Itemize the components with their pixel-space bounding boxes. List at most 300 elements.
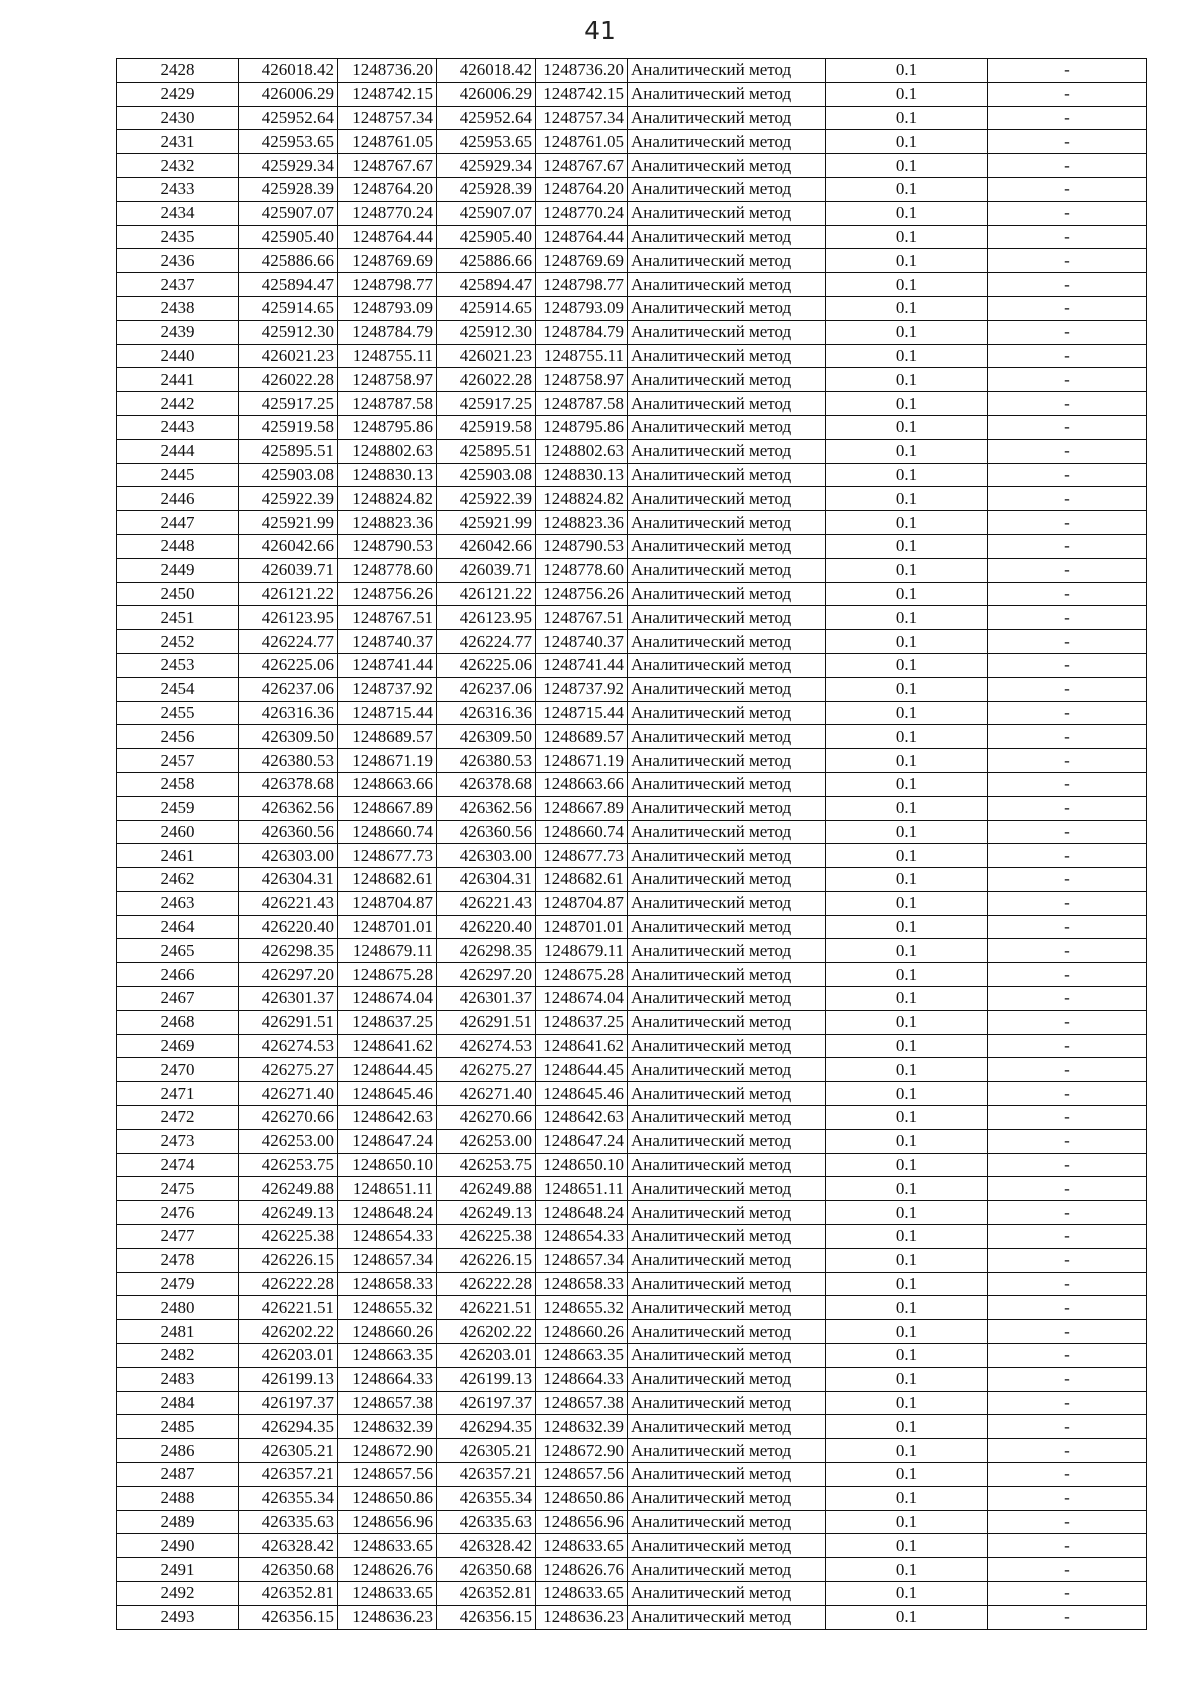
- y-existing-cell: 1248764.44: [338, 225, 437, 249]
- x-new-cell: 425953.65: [437, 130, 536, 154]
- table-row: [117, 915, 1147, 939]
- y-existing-cell: 1248757.34: [338, 106, 437, 130]
- method-cell: Аналитический метод: [628, 439, 826, 463]
- y-new-cell: 1248701.01: [536, 915, 628, 939]
- y-existing-cell: 1248802.63: [338, 439, 437, 463]
- y-existing-cell: 1248633.65: [338, 1534, 437, 1558]
- precision-cell: 0.1: [826, 1391, 988, 1415]
- y-existing-cell: 1248701.01: [338, 915, 437, 939]
- note-cell: -: [988, 582, 1147, 606]
- x-new-cell: 425952.64: [437, 106, 536, 130]
- method-cell: Аналитический метод: [628, 1320, 826, 1344]
- x-existing-cell: 426298.35: [239, 939, 338, 963]
- x-existing-cell: 425922.39: [239, 487, 338, 511]
- y-existing-cell: 1248663.35: [338, 1344, 437, 1368]
- x-new-cell: 426316.36: [437, 701, 536, 725]
- table-row: [117, 868, 1147, 892]
- table-row: [117, 1463, 1147, 1487]
- table-row: [117, 511, 1147, 535]
- point-number-cell: 2485: [117, 1415, 239, 1439]
- note-cell: -: [988, 796, 1147, 820]
- note-cell: -: [988, 1225, 1147, 1249]
- method-cell: Аналитический метод: [628, 1344, 826, 1368]
- y-existing-cell: 1248787.58: [338, 392, 437, 416]
- x-new-cell: 426271.40: [437, 1082, 536, 1106]
- y-existing-cell: 1248830.13: [338, 463, 437, 487]
- x-existing-cell: 426335.63: [239, 1510, 338, 1534]
- point-number-cell: 2477: [117, 1225, 239, 1249]
- method-cell: Аналитический метод: [628, 1486, 826, 1510]
- note-cell: -: [988, 415, 1147, 439]
- point-number-cell: 2431: [117, 130, 239, 154]
- y-existing-cell: 1248663.66: [338, 772, 437, 796]
- note-cell: -: [988, 225, 1147, 249]
- point-number-cell: 2473: [117, 1129, 239, 1153]
- note-cell: -: [988, 1344, 1147, 1368]
- precision-cell: 0.1: [826, 1272, 988, 1296]
- precision-cell: 0.1: [826, 1225, 988, 1249]
- table-row: [117, 368, 1147, 392]
- method-cell: Аналитический метод: [628, 1106, 826, 1130]
- note-cell: -: [988, 534, 1147, 558]
- x-existing-cell: 425952.64: [239, 106, 338, 130]
- x-new-cell: 425903.08: [437, 463, 536, 487]
- note-cell: -: [988, 653, 1147, 677]
- precision-cell: 0.1: [826, 1082, 988, 1106]
- x-existing-cell: 426006.29: [239, 82, 338, 106]
- table-row: [117, 1034, 1147, 1058]
- y-existing-cell: 1248633.65: [338, 1582, 437, 1606]
- table-row: [117, 59, 1147, 83]
- note-cell: -: [988, 606, 1147, 630]
- method-cell: Аналитический метод: [628, 844, 826, 868]
- y-new-cell: 1248660.26: [536, 1320, 628, 1344]
- note-cell: -: [988, 1415, 1147, 1439]
- note-cell: -: [988, 844, 1147, 868]
- method-cell: Аналитический метод: [628, 1034, 826, 1058]
- table-body: [117, 59, 1147, 1630]
- table-row: [117, 1177, 1147, 1201]
- x-existing-cell: 426270.66: [239, 1106, 338, 1130]
- y-existing-cell: 1248644.45: [338, 1058, 437, 1082]
- y-existing-cell: 1248769.69: [338, 249, 437, 273]
- table-row: [117, 558, 1147, 582]
- method-cell: Аналитический метод: [628, 106, 826, 130]
- y-existing-cell: 1248770.24: [338, 201, 437, 225]
- x-existing-cell: 426316.36: [239, 701, 338, 725]
- x-existing-cell: 426042.66: [239, 534, 338, 558]
- y-new-cell: 1248663.35: [536, 1344, 628, 1368]
- x-existing-cell: 426022.28: [239, 368, 338, 392]
- precision-cell: 0.1: [826, 963, 988, 987]
- y-new-cell: 1248642.63: [536, 1106, 628, 1130]
- method-cell: Аналитический метод: [628, 82, 826, 106]
- table-row: [117, 1248, 1147, 1272]
- x-new-cell: 425886.66: [437, 249, 536, 273]
- note-cell: -: [988, 1058, 1147, 1082]
- precision-cell: 0.1: [826, 439, 988, 463]
- precision-cell: 0.1: [826, 1106, 988, 1130]
- table-row: [117, 1439, 1147, 1463]
- note-cell: -: [988, 725, 1147, 749]
- note-cell: -: [988, 1082, 1147, 1106]
- x-new-cell: 426294.35: [437, 1415, 536, 1439]
- table-row: [117, 987, 1147, 1011]
- method-cell: Аналитический метод: [628, 1129, 826, 1153]
- note-cell: -: [988, 701, 1147, 725]
- method-cell: Аналитический метод: [628, 1248, 826, 1272]
- method-cell: Аналитический метод: [628, 1463, 826, 1487]
- y-new-cell: 1248767.51: [536, 606, 628, 630]
- method-cell: Аналитический метод: [628, 225, 826, 249]
- y-new-cell: 1248795.86: [536, 415, 628, 439]
- x-existing-cell: 426378.68: [239, 772, 338, 796]
- method-cell: Аналитический метод: [628, 177, 826, 201]
- y-new-cell: 1248647.24: [536, 1129, 628, 1153]
- y-existing-cell: 1248650.10: [338, 1153, 437, 1177]
- precision-cell: 0.1: [826, 249, 988, 273]
- method-cell: Аналитический метод: [628, 1082, 826, 1106]
- x-existing-cell: 426018.42: [239, 59, 338, 83]
- note-cell: -: [988, 249, 1147, 273]
- method-cell: Аналитический метод: [628, 630, 826, 654]
- method-cell: Аналитический метод: [628, 320, 826, 344]
- note-cell: -: [988, 1153, 1147, 1177]
- y-existing-cell: 1248704.87: [338, 891, 437, 915]
- x-existing-cell: 426123.95: [239, 606, 338, 630]
- y-new-cell: 1248637.25: [536, 1010, 628, 1034]
- point-number-cell: 2481: [117, 1320, 239, 1344]
- x-existing-cell: 426362.56: [239, 796, 338, 820]
- point-number-cell: 2430: [117, 106, 239, 130]
- y-new-cell: 1248756.26: [536, 582, 628, 606]
- y-new-cell: 1248715.44: [536, 701, 628, 725]
- y-new-cell: 1248650.86: [536, 1486, 628, 1510]
- point-number-cell: 2489: [117, 1510, 239, 1534]
- note-cell: -: [988, 130, 1147, 154]
- x-new-cell: 426199.13: [437, 1367, 536, 1391]
- x-new-cell: 425917.25: [437, 392, 536, 416]
- y-existing-cell: 1248767.51: [338, 606, 437, 630]
- point-number-cell: 2439: [117, 320, 239, 344]
- point-number-cell: 2434: [117, 201, 239, 225]
- table-row: [117, 1296, 1147, 1320]
- method-cell: Аналитический метод: [628, 891, 826, 915]
- y-new-cell: 1248798.77: [536, 273, 628, 297]
- table-row: [117, 772, 1147, 796]
- note-cell: -: [988, 1320, 1147, 1344]
- precision-cell: 0.1: [826, 796, 988, 820]
- table-row: [117, 1510, 1147, 1534]
- y-new-cell: 1248671.19: [536, 749, 628, 773]
- precision-cell: 0.1: [826, 177, 988, 201]
- y-new-cell: 1248764.44: [536, 225, 628, 249]
- precision-cell: 0.1: [826, 368, 988, 392]
- point-number-cell: 2442: [117, 392, 239, 416]
- point-number-cell: 2435: [117, 225, 239, 249]
- x-existing-cell: 425914.65: [239, 296, 338, 320]
- precision-cell: 0.1: [826, 606, 988, 630]
- y-new-cell: 1248682.61: [536, 868, 628, 892]
- y-existing-cell: 1248793.09: [338, 296, 437, 320]
- method-cell: Аналитический метод: [628, 868, 826, 892]
- table-row: [117, 796, 1147, 820]
- x-new-cell: 426305.21: [437, 1439, 536, 1463]
- y-new-cell: 1248672.90: [536, 1439, 628, 1463]
- y-existing-cell: 1248647.24: [338, 1129, 437, 1153]
- y-existing-cell: 1248667.89: [338, 796, 437, 820]
- point-number-cell: 2440: [117, 344, 239, 368]
- x-new-cell: 425928.39: [437, 177, 536, 201]
- y-existing-cell: 1248642.63: [338, 1106, 437, 1130]
- x-existing-cell: 426226.15: [239, 1248, 338, 1272]
- note-cell: -: [988, 463, 1147, 487]
- point-number-cell: 2464: [117, 915, 239, 939]
- table-row: [117, 582, 1147, 606]
- x-new-cell: 426022.28: [437, 368, 536, 392]
- point-number-cell: 2433: [117, 177, 239, 201]
- point-number-cell: 2467: [117, 987, 239, 1011]
- table-row: [117, 630, 1147, 654]
- method-cell: Аналитический метод: [628, 344, 826, 368]
- y-new-cell: 1248657.34: [536, 1248, 628, 1272]
- table-row: [117, 1010, 1147, 1034]
- table-row: [117, 606, 1147, 630]
- x-new-cell: 426301.37: [437, 987, 536, 1011]
- y-existing-cell: 1248671.19: [338, 749, 437, 773]
- table-row: [117, 534, 1147, 558]
- method-cell: Аналитический метод: [628, 415, 826, 439]
- x-new-cell: 426335.63: [437, 1510, 536, 1534]
- precision-cell: 0.1: [826, 868, 988, 892]
- y-existing-cell: 1248641.62: [338, 1034, 437, 1058]
- method-cell: Аналитический метод: [628, 1153, 826, 1177]
- y-new-cell: 1248655.32: [536, 1296, 628, 1320]
- precision-cell: 0.1: [826, 534, 988, 558]
- table-row: [117, 1605, 1147, 1629]
- point-number-cell: 2468: [117, 1010, 239, 1034]
- y-new-cell: 1248784.79: [536, 320, 628, 344]
- y-new-cell: 1248675.28: [536, 963, 628, 987]
- y-existing-cell: 1248741.44: [338, 653, 437, 677]
- table-row: [117, 201, 1147, 225]
- note-cell: -: [988, 1177, 1147, 1201]
- table-row: [117, 653, 1147, 677]
- method-cell: Аналитический метод: [628, 1296, 826, 1320]
- table-row: [117, 249, 1147, 273]
- precision-cell: 0.1: [826, 1129, 988, 1153]
- point-number-cell: 2492: [117, 1582, 239, 1606]
- table-row: [117, 677, 1147, 701]
- precision-cell: 0.1: [826, 1010, 988, 1034]
- precision-cell: 0.1: [826, 273, 988, 297]
- table-row: [117, 130, 1147, 154]
- precision-cell: 0.1: [826, 511, 988, 535]
- method-cell: Аналитический метод: [628, 939, 826, 963]
- x-new-cell: 425914.65: [437, 296, 536, 320]
- point-number-cell: 2488: [117, 1486, 239, 1510]
- x-new-cell: 425912.30: [437, 320, 536, 344]
- precision-cell: 0.1: [826, 701, 988, 725]
- x-existing-cell: 426304.31: [239, 868, 338, 892]
- y-new-cell: 1248657.38: [536, 1391, 628, 1415]
- x-existing-cell: 426297.20: [239, 963, 338, 987]
- note-cell: -: [988, 772, 1147, 796]
- y-new-cell: 1248656.96: [536, 1510, 628, 1534]
- note-cell: -: [988, 677, 1147, 701]
- y-new-cell: 1248633.65: [536, 1534, 628, 1558]
- x-new-cell: 426039.71: [437, 558, 536, 582]
- precision-cell: 0.1: [826, 82, 988, 106]
- note-cell: -: [988, 749, 1147, 773]
- x-new-cell: 426222.28: [437, 1272, 536, 1296]
- y-new-cell: 1248636.23: [536, 1605, 628, 1629]
- table-row: [117, 1534, 1147, 1558]
- table-row: [117, 1153, 1147, 1177]
- y-new-cell: 1248737.92: [536, 677, 628, 701]
- precision-cell: 0.1: [826, 59, 988, 83]
- y-existing-cell: 1248823.36: [338, 511, 437, 535]
- point-number-cell: 2491: [117, 1558, 239, 1582]
- note-cell: -: [988, 1510, 1147, 1534]
- x-new-cell: 426380.53: [437, 749, 536, 773]
- x-new-cell: 426357.21: [437, 1463, 536, 1487]
- method-cell: Аналитический метод: [628, 1010, 826, 1034]
- x-new-cell: 426249.13: [437, 1201, 536, 1225]
- precision-cell: 0.1: [826, 1558, 988, 1582]
- precision-cell: 0.1: [826, 915, 988, 939]
- y-existing-cell: 1248798.77: [338, 273, 437, 297]
- x-new-cell: 425929.34: [437, 154, 536, 178]
- point-number-cell: 2474: [117, 1153, 239, 1177]
- x-existing-cell: 426360.56: [239, 820, 338, 844]
- method-cell: Аналитический метод: [628, 558, 826, 582]
- point-number-cell: 2459: [117, 796, 239, 820]
- point-number-cell: 2465: [117, 939, 239, 963]
- x-new-cell: 426304.31: [437, 868, 536, 892]
- x-new-cell: 425894.47: [437, 273, 536, 297]
- x-existing-cell: 426271.40: [239, 1082, 338, 1106]
- method-cell: Аналитический метод: [628, 534, 826, 558]
- precision-cell: 0.1: [826, 820, 988, 844]
- point-number-cell: 2490: [117, 1534, 239, 1558]
- x-new-cell: 426237.06: [437, 677, 536, 701]
- x-new-cell: 426203.01: [437, 1344, 536, 1368]
- point-number-cell: 2447: [117, 511, 239, 535]
- x-new-cell: 426042.66: [437, 534, 536, 558]
- method-cell: Аналитический метод: [628, 392, 826, 416]
- precision-cell: 0.1: [826, 1248, 988, 1272]
- x-existing-cell: 426274.53: [239, 1034, 338, 1058]
- note-cell: -: [988, 344, 1147, 368]
- y-existing-cell: 1248767.67: [338, 154, 437, 178]
- precision-cell: 0.1: [826, 1415, 988, 1439]
- point-number-cell: 2466: [117, 963, 239, 987]
- note-cell: -: [988, 1367, 1147, 1391]
- x-new-cell: 426352.81: [437, 1582, 536, 1606]
- point-number-cell: 2443: [117, 415, 239, 439]
- x-new-cell: 426225.06: [437, 653, 536, 677]
- precision-cell: 0.1: [826, 1296, 988, 1320]
- precision-cell: 0.1: [826, 987, 988, 1011]
- y-existing-cell: 1248677.73: [338, 844, 437, 868]
- x-existing-cell: 425919.58: [239, 415, 338, 439]
- method-cell: Аналитический метод: [628, 1272, 826, 1296]
- precision-cell: 0.1: [826, 1320, 988, 1344]
- y-new-cell: 1248654.33: [536, 1225, 628, 1249]
- y-new-cell: 1248830.13: [536, 463, 628, 487]
- y-new-cell: 1248764.20: [536, 177, 628, 201]
- note-cell: -: [988, 963, 1147, 987]
- note-cell: -: [988, 558, 1147, 582]
- table-row: [117, 154, 1147, 178]
- table-row: [117, 106, 1147, 130]
- table-row: [117, 439, 1147, 463]
- y-existing-cell: 1248658.33: [338, 1272, 437, 1296]
- x-new-cell: 426221.43: [437, 891, 536, 915]
- method-cell: Аналитический метод: [628, 1201, 826, 1225]
- y-existing-cell: 1248689.57: [338, 725, 437, 749]
- y-new-cell: 1248704.87: [536, 891, 628, 915]
- table-row: [117, 82, 1147, 106]
- y-existing-cell: 1248674.04: [338, 987, 437, 1011]
- x-new-cell: 426225.38: [437, 1225, 536, 1249]
- y-existing-cell: 1248672.90: [338, 1439, 437, 1463]
- x-new-cell: 426275.27: [437, 1058, 536, 1082]
- note-cell: -: [988, 154, 1147, 178]
- note-cell: -: [988, 1391, 1147, 1415]
- precision-cell: 0.1: [826, 749, 988, 773]
- x-new-cell: 426350.68: [437, 1558, 536, 1582]
- table-row: [117, 1582, 1147, 1606]
- x-existing-cell: 426294.35: [239, 1415, 338, 1439]
- x-new-cell: 426378.68: [437, 772, 536, 796]
- x-new-cell: 426224.77: [437, 630, 536, 654]
- precision-cell: 0.1: [826, 344, 988, 368]
- note-cell: -: [988, 368, 1147, 392]
- y-existing-cell: 1248790.53: [338, 534, 437, 558]
- point-number-cell: 2484: [117, 1391, 239, 1415]
- x-existing-cell: 426203.01: [239, 1344, 338, 1368]
- precision-cell: 0.1: [826, 130, 988, 154]
- table-row: [117, 1082, 1147, 1106]
- table-row: [117, 1106, 1147, 1130]
- precision-cell: 0.1: [826, 320, 988, 344]
- x-existing-cell: 426249.13: [239, 1201, 338, 1225]
- point-number-cell: 2461: [117, 844, 239, 868]
- note-cell: -: [988, 1439, 1147, 1463]
- y-existing-cell: 1248764.20: [338, 177, 437, 201]
- y-new-cell: 1248770.24: [536, 201, 628, 225]
- x-new-cell: 426362.56: [437, 796, 536, 820]
- x-existing-cell: 426357.21: [239, 1463, 338, 1487]
- point-number-cell: 2448: [117, 534, 239, 558]
- y-existing-cell: 1248737.92: [338, 677, 437, 701]
- y-new-cell: 1248677.73: [536, 844, 628, 868]
- x-existing-cell: 426249.88: [239, 1177, 338, 1201]
- precision-cell: 0.1: [826, 677, 988, 701]
- precision-cell: 0.1: [826, 772, 988, 796]
- y-new-cell: 1248758.97: [536, 368, 628, 392]
- table-row: [117, 225, 1147, 249]
- x-existing-cell: 426291.51: [239, 1010, 338, 1034]
- x-existing-cell: 426221.43: [239, 891, 338, 915]
- y-existing-cell: 1248648.24: [338, 1201, 437, 1225]
- point-number-cell: 2457: [117, 749, 239, 773]
- y-new-cell: 1248641.62: [536, 1034, 628, 1058]
- note-cell: -: [988, 939, 1147, 963]
- x-existing-cell: 425907.07: [239, 201, 338, 225]
